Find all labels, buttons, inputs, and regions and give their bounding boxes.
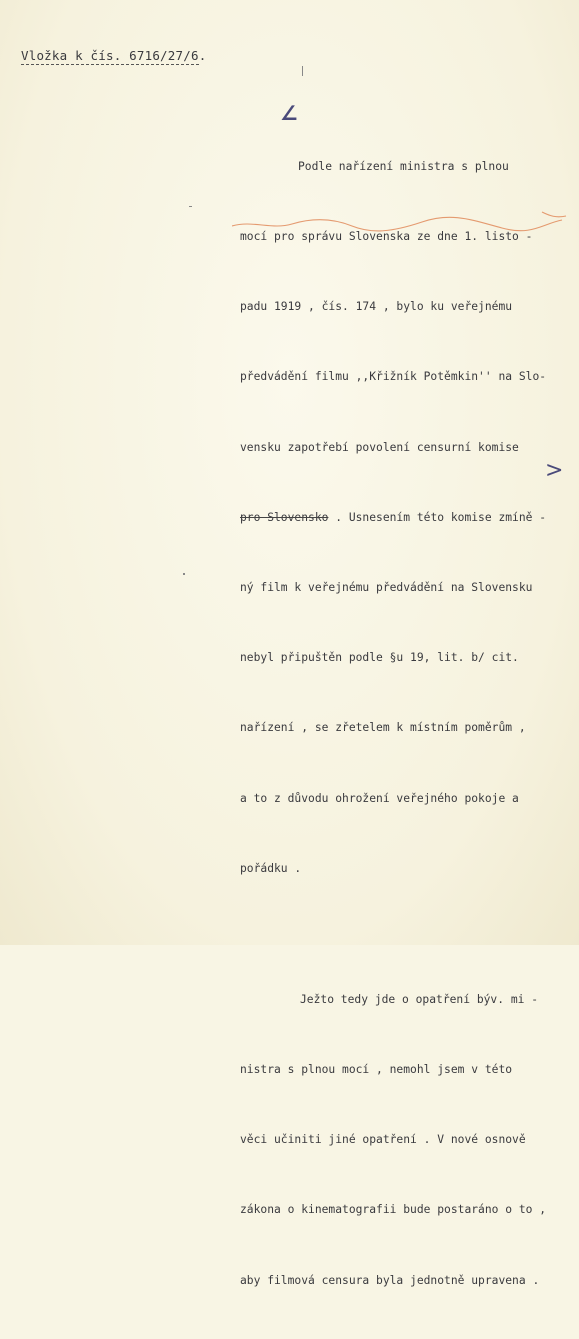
paragraph-start-mark: ∠ — [280, 101, 298, 125]
stray-mark — [302, 66, 303, 76]
body-line: Podle nařízení ministra s plnou — [298, 159, 509, 173]
body-line: vensku zapotřebí povolení censurní komise — [240, 440, 519, 454]
struck-text: pro Slovensko — [240, 510, 329, 524]
paragraph-gap — [240, 927, 570, 941]
body-line: nařízení , se zřetelem k místním poměrům , — [240, 721, 526, 735]
reference-number: Vložka k čís. 6716/27/6. — [21, 48, 207, 63]
body-line: pořádku . — [240, 861, 302, 875]
paragraph-end-mark: > — [545, 458, 564, 483]
stray-mark — [183, 573, 185, 575]
body-line: zákona o kinematografii bude postaráno o to , — [240, 1203, 547, 1217]
body-line: nistra s plnou mocí , nemohl jsem v této — [240, 1063, 513, 1077]
letter-body — [240, 108, 570, 1339]
body-line: věci učiniti jiné opatření . V nové osnově — [240, 1133, 526, 1147]
body-line: ný film k veřejnému předvádění na Slovensku — [240, 581, 533, 595]
body-line: Ježto tedy jde o opatření býv. mi - — [300, 992, 539, 1006]
body-line: nebyl připuštěn podle §u 19, lit. b/ cit. — [240, 651, 519, 665]
body-line: předvádění filmu ,,Křižník Potěmkin'' na Slo- — [240, 370, 547, 384]
body-line: padu 1919 , čís. 174 , bylo ku veřejnému — [240, 300, 513, 314]
body-line: mocí pro správu Slovenska ze dne 1. listo - — [240, 230, 533, 244]
body-line: a to z důvodu ohrožení veřejného pokoje a — [240, 791, 519, 805]
header-underline — [21, 64, 199, 65]
body-line: aby filmová censura byla jednotně upravena . — [240, 1273, 540, 1287]
body-line: pro Slovensko . Usnesením této komise zmíně - — [240, 510, 547, 524]
stray-mark — [189, 206, 192, 207]
